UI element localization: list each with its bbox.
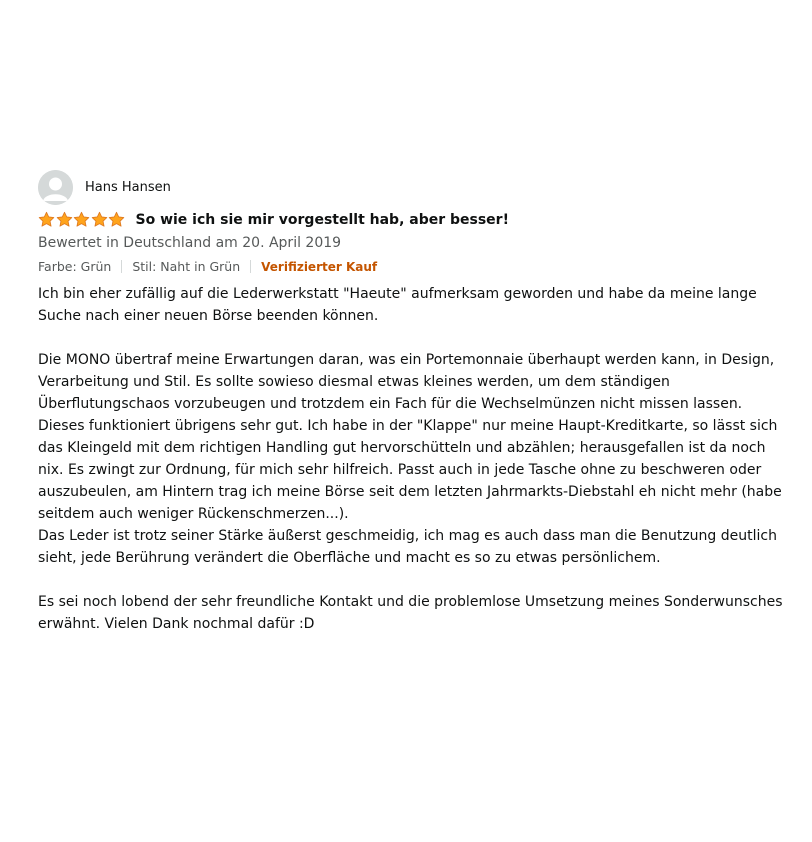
divider [250,260,251,273]
review-paragraph: Das Leder ist trotz seiner Stärke äußerst geschmeidig, ich mag es auch dass man die Benutzung deutlich sieht, jede Berührung verändert die Oberfläche und macht es so zu etwas persönlichem. [38,528,777,566]
reviewer-profile[interactable] [38,170,171,205]
review-paragraph: Ich bin eher zufällig auf die Lederwerkstatt "Haeute" aufmerksam geworden und habe da meine lange Suche nach einer neuen Börse beenden können. [38,286,757,324]
star-filled-icon [73,211,90,228]
review-paragraph: Die MONO übertraf meine Erwartungen daran, was ein Portemonnaie überhaupt werden kann, in Design, Verarbeitung und Stil. Es sollte sowieso diesmal etwas kleines werden, um dem ständigen Überflutungschaos vorzubeugen und trotzdem ein Fach für die Wechselmünzen nicht missen lassen. Dieses funktioniert übrigens sehr gut. Ich habe in der "Klappe" nur meine Haupt-Kreditkarte, so lässt sich das Kleingeld mit dem richtigen Handling gut hervorschütteln und abzählen; herausgefallen ist da noch nix. Es zwingt zur Ordnung, für mich sehr hilfreich. Passt auch in jede Tasche ohne zu beschweren oder auszubeulen, am Hintern trag ich meine Börse seit dem letzten Jahrmarkts-Diebstahl eh nicht mehr (habe seitdem auch weniger Rückenschmerzen...). [38,352,782,522]
divider [121,260,122,273]
avatar-icon[interactable] [38,170,73,205]
product-variant-row [38,259,377,274]
review-title[interactable]: So wie ich sie mir vorgestellt hab, aber besser! [135,211,509,228]
verified-purchase-badge[interactable]: Verifizierter Kauf [261,259,378,274]
variant-color[interactable]: Farbe: Grün [38,259,112,274]
star-rating[interactable] [38,211,126,228]
star-filled-icon [108,211,125,228]
review-body [38,283,788,635]
star-filled-icon [56,211,73,228]
variant-style[interactable]: Stil: Naht in Grün [132,259,241,274]
review-paragraph: Es sei noch lobend der sehr freundliche Kontakt und die problemlose Umsetzung meines Sonderwunsches erwähnt. Vielen Dank nochmal dafür :D [38,594,783,632]
star-filled-icon [38,211,55,228]
reviewer-name[interactable]: Hans Hansen [85,180,171,195]
review-date: Bewertet in Deutschland am 20. April 2019 [38,235,342,251]
star-filled-icon [91,211,108,228]
rating-row [38,211,509,228]
